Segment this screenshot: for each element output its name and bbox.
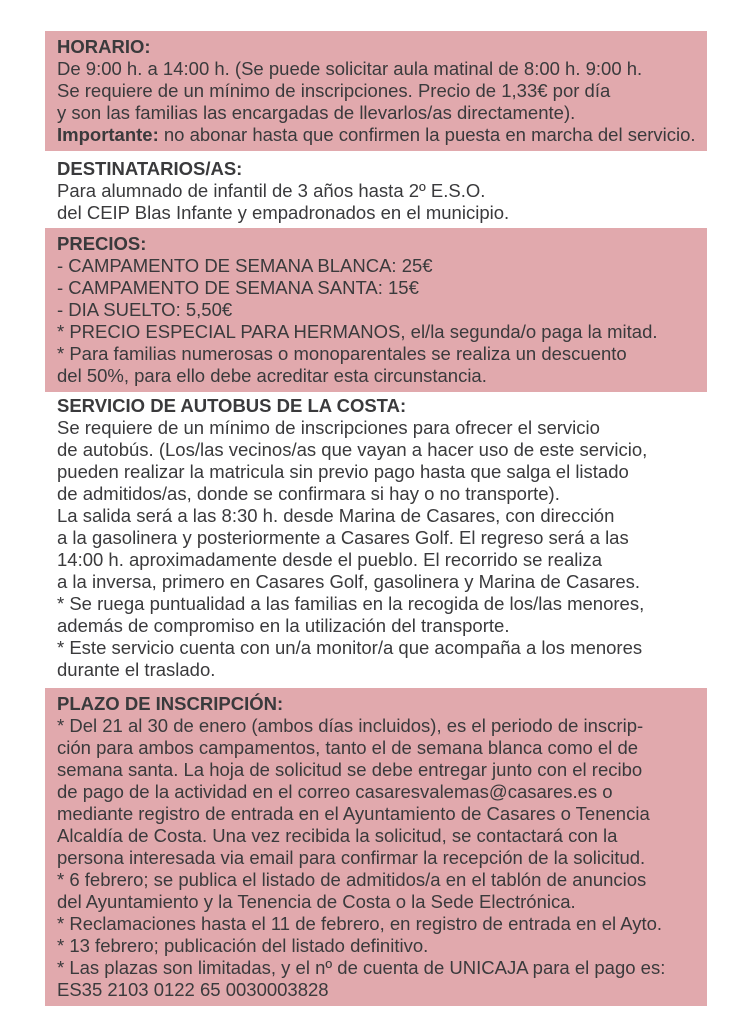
- text-line: durante el traslado.: [57, 659, 216, 680]
- text-line: pueden realizar la matricula sin previo pago hasta que salga el listado: [57, 461, 629, 482]
- price-line: - CAMPAMENTO DE SEMANA BLANCA: 25€: [57, 255, 433, 276]
- text-line: Se requiere de un mínimo de inscripciones para ofrecer el servicio: [57, 417, 600, 438]
- text-line: De 9:00 h. a 14:00 h. (Se puede solicitar aula matinal de 8:00 h. 9:00 h.: [57, 58, 643, 79]
- text-line: 14:00 h. aproximadamente desde el pueblo. El recorrido se realiza: [57, 549, 603, 570]
- text-line: * Este servicio cuenta con un/a monitor/a que acompaña a los menores: [57, 637, 643, 658]
- text-line: semana santa. La hoja de solicitud se debe entregar junto con el recibo: [57, 759, 643, 780]
- section-heading-precios: PRECIOS:: [57, 233, 147, 254]
- section-heading-plazo: PLAZO DE INSCRIPCIÓN:: [57, 693, 284, 714]
- text-line: mediante registro de entrada en el Ayuntamiento de Casares o Tenencia: [57, 803, 650, 824]
- text-line: Alcaldía de Costa. Una vez recibida la solicitud, se contactará con la: [57, 825, 618, 846]
- text-line: del Ayuntamiento y la Tenencia de Costa o la Sede Electrónica.: [57, 891, 576, 912]
- text-line: * PRECIO ESPECIAL PARA HERMANOS, el/la segunda/o paga la mitad.: [57, 321, 658, 342]
- important-label: Importante:: [57, 124, 159, 145]
- text-line: del 50%, para ello debe acreditar esta circunstancia.: [57, 365, 487, 386]
- text-line: * Reclamaciones hasta el 11 de febrero, en registro de entrada en el Ayto.: [57, 913, 663, 934]
- text-line: a la gasolinera y posteriormente a Casares Golf. El regreso será a las: [57, 527, 629, 548]
- text-line: * 6 febrero; se publica el listado de admitidos/a en el tablón de anuncios: [57, 869, 647, 890]
- price-line: - DIA SUELTO: 5,50€: [57, 299, 233, 320]
- section-autobus: [45, 395, 707, 681]
- text-line: Se requiere de un mínimo de inscripciones. Precio de 1,33€ por día: [57, 80, 611, 101]
- email-line: de pago de la actividad en el correo casaresvalemas@casares.es o: [57, 781, 613, 802]
- text-line: * 13 febrero; publicación del listado definitivo.: [57, 935, 429, 956]
- text-line: de admitidos/as, donde se confirmara si hay o no transporte).: [57, 483, 560, 504]
- section-destinatarios: [45, 158, 707, 224]
- text-line: * Se ruega puntualidad a las familias en la recogida de los/las menores,: [57, 593, 645, 614]
- text-line: Para alumnado de infantil de 3 años hasta 2º E.S.O.: [57, 180, 486, 201]
- text-line: y son las familias las encargadas de llevarlos/as directamente).: [57, 102, 576, 123]
- section-precios: [45, 228, 707, 392]
- text-line: persona interesada via email para confirmar la recepción de la solicitud.: [57, 847, 646, 868]
- important-note-line: [57, 124, 695, 146]
- text-line: * Del 21 al 30 de enero (ambos días incluidos), es el periodo de inscrip-: [57, 715, 644, 736]
- section-plazo: [45, 688, 707, 1006]
- important-text: no abonar hasta que confirmen la puesta en marcha del servicio.: [158, 124, 696, 145]
- price-line: - CAMPAMENTO DE SEMANA SANTA: 15€: [57, 277, 419, 298]
- section-heading-autobus: SERVICIO DE AUTOBUS DE LA COSTA:: [57, 395, 407, 416]
- text-line: ción para ambos campamentos, tanto el de semana blanca como el de: [57, 737, 639, 758]
- text-line: además de compromiso en la utilización del transporte.: [57, 615, 510, 636]
- section-heading-horario: HORARIO:: [57, 36, 151, 57]
- section-horario: [45, 31, 707, 151]
- iban-line: ES35 2103 0122 65 0030003828: [57, 979, 329, 1000]
- text-line: de autobús. (Los/las vecinos/as que vayan a hacer uso de este servicio,: [57, 439, 648, 460]
- text-line: La salida será a las 8:30 h. desde Marina de Casares, con dirección: [57, 505, 615, 526]
- section-heading-destinatarios: DESTINATARIOS/AS:: [57, 158, 243, 179]
- text-line: a la inversa, primero en Casares Golf, gasolinera y Marina de Casares.: [57, 571, 641, 592]
- text-line: * Las plazas son limitadas, y el nº de cuenta de UNICAJA para el pago es:: [57, 957, 666, 978]
- text-line: * Para familias numerosas o monoparentales se realiza un descuento: [57, 343, 627, 364]
- text-line: del CEIP Blas Infante y empadronados en el municipio.: [57, 202, 510, 223]
